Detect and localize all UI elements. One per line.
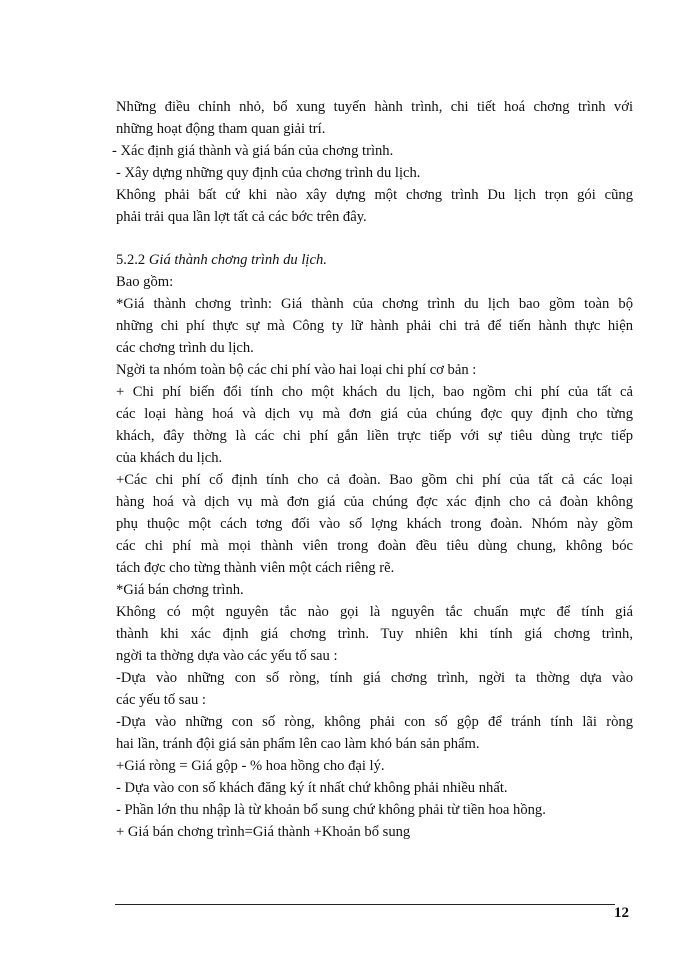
paragraph-line: + Giá bán chơng trình=Giá thành +Khoản bổ sung [116,824,411,840]
paragraph-line: các yếu tố sau : [116,692,206,708]
paragraph-line: Những điều chỉnh nhỏ, bổ xung tuyến hành trình, chi tiết hoá chơng trình với [116,99,633,115]
paragraph-line: Không phải bất cứ khi nào xây dựng một chơng trình Du lịch trọn gói cũng [116,187,633,203]
paragraph-line: các chi phí mà mọi thành viên trong đoàn đều tiêu dùng chung, không bóc [116,538,633,554]
paragraph-line: *Giá thành chơng trình: Giá thành của chơng trình du lịch bao gồm toàn bộ [116,296,633,312]
paragraph-line: hàng hoá và dịch vụ mà đơn giá của chúng đợc xác định cho cả đoàn không [116,494,633,510]
paragraph-line: -Dựa vào những con số ròng, tính giá chơng trình, ngời ta thờng dựa vào [116,670,633,686]
section-title: Giá thành chơng trình du lịch. [148,252,327,268]
paragraph-line: khách, đây thờng là các chi phí gắn liền trực tiếp với sự tiêu dùng trực tiếp [116,428,633,444]
paragraph-line: của khách du lịch. [116,450,223,466]
paragraph-line: -Dựa vào những con số ròng, không phải con số gộp để tránh tính lãi ròng [116,714,633,730]
paragraph-line: các chơng trình du lịch. [116,340,254,356]
paragraph-line: Ngời ta nhóm toàn bộ các chi phí vào hai loại chi phí cơ bản : [116,362,477,378]
paragraph-line: những chi phí thực sự mà Công ty lữ hành phải chi trả để tiến hành thực hiện [116,318,633,334]
paragraph-line: các loại hàng hoá và dịch vụ mà đơn giá của chúng đợc quy định cho từng [116,406,633,422]
footer-divider [115,904,615,905]
page-number: 12 [614,905,629,921]
paragraph-line: thành khi xác định giá chơng trình. Tuy nhiên khi tính giá chơng trình, [116,626,633,642]
paragraph-line: phải trải qua lần lợt tất cả các bớc trên đây. [116,209,367,225]
paragraph-line: +Các chi phí cố định tính cho cả đoàn. Bao gồm chi phí của tất cả các loại [116,472,633,488]
paragraph-line: những hoạt động tham quan giải trí. [116,121,326,137]
paragraph-line: +Giá ròng = Giá gộp - % hoa hồng cho đại lý. [116,758,385,774]
paragraph-line: tách đợc cho từng thành viên một cách riêng rẽ. [116,560,395,576]
paragraph-line: Không có một nguyên tắc nào gọi là nguyên tắc chuẩn mực để tính giá [116,604,633,620]
section-heading [116,250,327,270]
paragraph-line: - Xây dựng những quy định của chơng trình du lịch. [116,165,421,181]
paragraph-line: *Giá bán chơng trình. [116,582,244,598]
paragraph-line: + Chi phí biến đổi tính cho một khách du lịch, bao ngồm chi phí của tất cả [116,384,633,400]
paragraph-line: ngời ta thờng dựa vào các yếu tố sau : [116,648,338,664]
paragraph-line: phụ thuộc một cách tơng đối vào số lợng khách trong đoàn. Nhóm này gồm [116,516,633,532]
section-number: 5.2.2 [116,252,146,268]
paragraph-line: - Phần lớn thu nhập là từ khoản bổ sung chứ không phải từ tiền hoa hồng. [116,802,546,818]
paragraph-line: Bao gồm: [116,274,174,290]
paragraph-line: - Xác định giá thành và giá bán của chơng trình. [112,143,394,159]
paragraph-line: - Dựa vào con số khách đăng ký ít nhất chứ không phải nhiều nhất. [116,780,508,796]
paragraph-line: hai lần, tránh đội giá sản phẩm lên cao làm khó bán sản phẩm. [116,736,480,752]
